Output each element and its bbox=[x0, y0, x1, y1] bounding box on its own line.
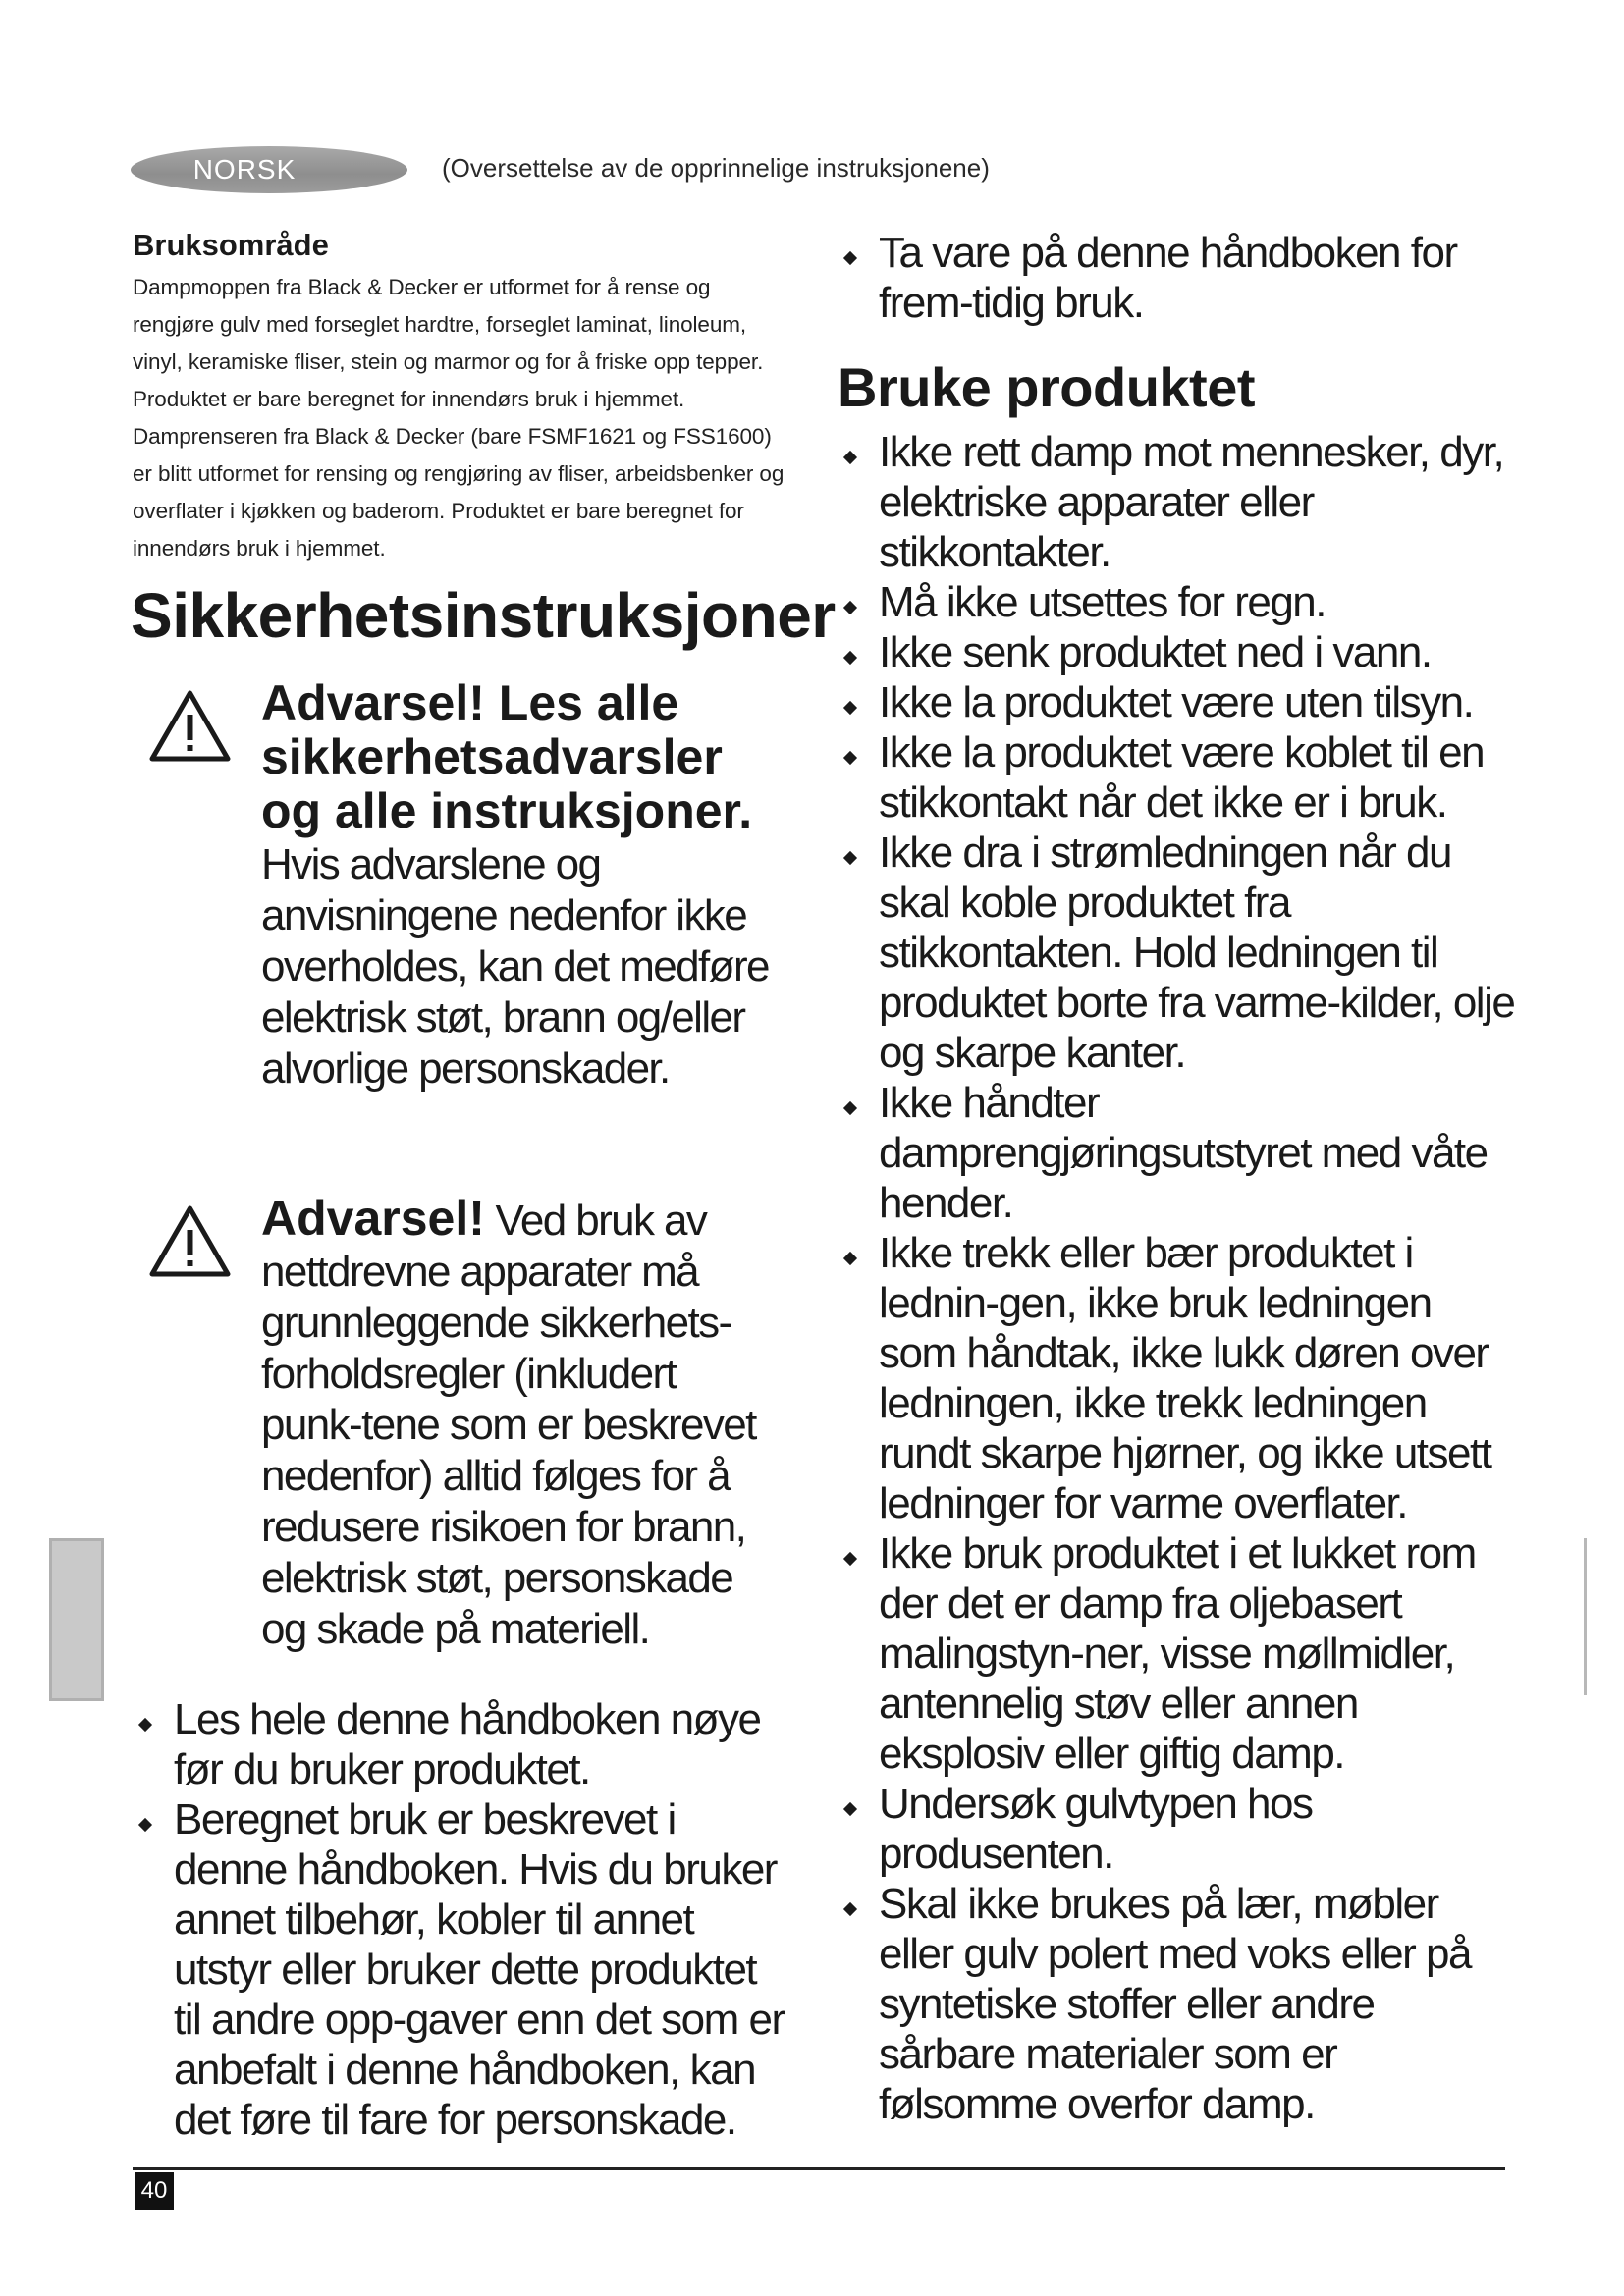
warning-block-1 bbox=[133, 677, 785, 1095]
list-item: Ikke bruk produktet i et lukket rom der det er damp fra oljebasert malingstyn-ner, visse møllmidler, antennelig støv eller annen eksplosiv eller giftig damp. bbox=[838, 1528, 1515, 1779]
bullet-diamond-icon bbox=[843, 451, 857, 464]
safety-bullet-list-continued bbox=[838, 228, 1515, 328]
use-product-bullet-list bbox=[838, 427, 1515, 2129]
safety-bullet-list bbox=[133, 1694, 785, 2145]
intended-use-paragraph-2: Damprenseren fra Black & Decker (bare FSMF1621 og FSS1600) er blitt utformet for rensing og rengjøring av fliser, arbeidsbenker og overflater i kjøkken og baderom. Produktet er bare beregnet for innendørs bruk i hjemmet. bbox=[133, 424, 785, 561]
bullet-diamond-icon bbox=[843, 601, 857, 614]
right-column bbox=[838, 228, 1515, 2129]
list-item: Må ikke utsettes for regn. bbox=[838, 577, 1515, 627]
bullet-diamond-icon bbox=[843, 751, 857, 765]
bullet-diamond-icon bbox=[843, 651, 857, 665]
page-number: 40 bbox=[135, 2172, 174, 2210]
warning-1-text bbox=[261, 677, 785, 1095]
list-item: Ikke trekk eller bær produktet i lednin-gen, ikke bruk ledningen som håndtak, ikke lukk døren over ledningen, ikke trekk ledningen rundt skarpe hjørner, og ikke utsett ledninger for varme overflater. bbox=[838, 1228, 1515, 1528]
warning-triangle-icon bbox=[148, 689, 232, 763]
list-item: Les hele denne håndboken nøye før du bruker produktet. bbox=[133, 1694, 785, 1794]
warning-1-bold: Advarsel! Les alle sikkerhetsadvarsler og alle instruksjoner. bbox=[261, 675, 753, 838]
warning-triangle-icon bbox=[148, 1204, 232, 1278]
bullet-diamond-icon bbox=[843, 251, 857, 265]
intended-use-paragraph-1: Dampmoppen fra Black & Decker er utformet for å rense og rengjøre gulv med forseglet hardtre, forseglet laminat, linoleum, vinyl, keramiske fliser, stein og marmor og for å friske opp tepper. Produktet er bare beregnet for innendørs bruk i hjemmet. bbox=[133, 275, 764, 411]
list-item: Ikke senk produktet ned i vann. bbox=[838, 627, 1515, 677]
list-item: Ikke la produktet være uten tilsyn. bbox=[838, 677, 1515, 727]
warning-2-bold: Advarsel! bbox=[261, 1191, 485, 1246]
use-product-heading: Bruke produktet bbox=[838, 356, 1255, 418]
translation-note: (Oversettelse av de opprinnelige instruksjonene) bbox=[442, 153, 990, 183]
bullet-diamond-icon bbox=[843, 701, 857, 715]
list-item: Undersøk gulvtypen hos produsenten. bbox=[838, 1779, 1515, 1879]
list-item: Ikke rett damp mot mennesker, dyr, elektriske apparater eller stikkontakter. bbox=[838, 427, 1515, 577]
bullet-diamond-icon bbox=[843, 1252, 857, 1265]
list-item: Ikke dra i strømledningen når du skal koble produktet fra stikkontakten. Hold ledningen til produktet borte fra varme-kilder, olje og skarpe kanter. bbox=[838, 828, 1515, 1078]
warning-1-body: Hvis advarslene og anvisningene nedenfor ikke overholdes, kan det medføre elektrisk støt, brann og/eller alvorlige personskader. bbox=[261, 840, 769, 1093]
bullet-diamond-icon bbox=[843, 1101, 857, 1115]
bullet-diamond-icon bbox=[843, 1902, 857, 1916]
list-item: Ikke la produktet være koblet til en stikkontakt når det ikke er i bruk. bbox=[838, 727, 1515, 828]
list-item: Skal ikke brukes på lær, møbler eller gulv polert med voks eller på syntetiske stoffer eller andre sårbare materialer som er følsomme overfor damp. bbox=[838, 1879, 1515, 2129]
warning-block-2 bbox=[133, 1193, 785, 1655]
warning-2-text bbox=[261, 1193, 785, 1655]
bullet-diamond-icon bbox=[843, 1552, 857, 1566]
language-label: NORSK bbox=[192, 154, 297, 185]
safety-title: Sikkerhetsinstruksjoner bbox=[131, 580, 836, 651]
bullet-diamond-icon bbox=[138, 1818, 152, 1832]
list-item: Ikke håndter damprengjøringsutstyret med våte hender. bbox=[838, 1078, 1515, 1228]
bullet-diamond-icon bbox=[138, 1718, 152, 1732]
edge-mark bbox=[1584, 1538, 1587, 1695]
left-column bbox=[131, 228, 836, 2145]
language-badge bbox=[131, 146, 407, 193]
section-tab bbox=[49, 1538, 104, 1701]
list-item: Ta vare på denne håndboken for frem-tidig bruk. bbox=[838, 228, 1515, 328]
bullet-diamond-icon bbox=[843, 851, 857, 865]
warning-2-body: Ved bruk av nettdrevne apparater må grunnleggende sikkerhets-forholdsregler (inkludert punk-tene som er beskrevet nedenfor) alltid følges for å redusere risikoen for brann, elektrisk støt, personskade og skade på materiell. bbox=[261, 1197, 756, 1653]
intended-use-heading: Bruksområde bbox=[133, 228, 329, 262]
footer-rule bbox=[133, 2167, 1505, 2170]
bullet-diamond-icon bbox=[843, 1802, 857, 1816]
list-item: Beregnet bruk er beskrevet i denne håndboken. Hvis du bruker annet tilbehør, kobler til annet utstyr eller bruker dette produktet til andre opp-gaver enn det som er anbefalt i denne håndboken, kan det føre til fare for personskade. bbox=[133, 1794, 785, 2145]
